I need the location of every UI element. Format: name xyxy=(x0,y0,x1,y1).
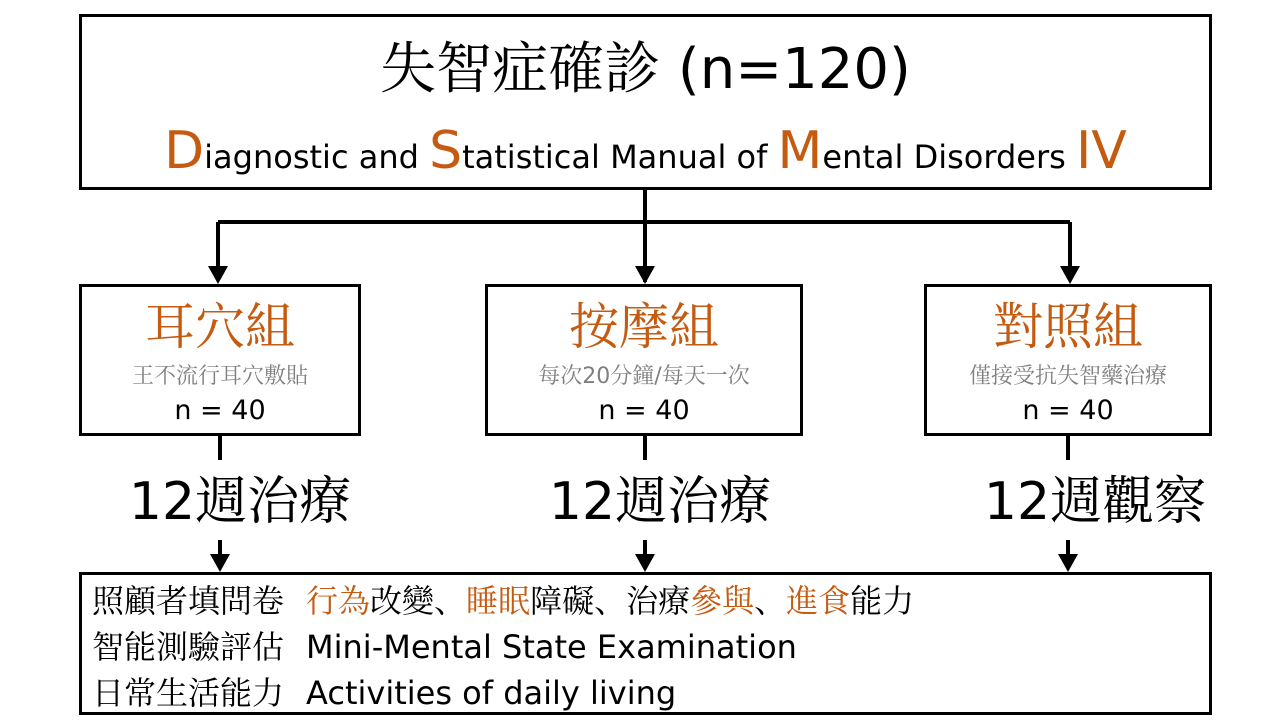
outcome-text: 、 xyxy=(754,582,787,620)
outcome-label: 日常生活能力 xyxy=(92,674,285,712)
outcome-text: 能力 xyxy=(850,582,915,620)
diagnosis-title: 失智症確診 (n=120) xyxy=(380,37,911,102)
group-description: 王不流行耳穴敷貼 xyxy=(131,364,308,389)
diagnosis-box xyxy=(79,14,1212,190)
group-sample-size: n = 40 xyxy=(1022,395,1114,426)
diagnosis-subtitle xyxy=(82,123,1209,185)
outcome-row-adl xyxy=(92,671,676,715)
group-name: 按摩組 xyxy=(569,298,719,356)
subtitle-cap-s: S xyxy=(429,121,463,181)
subtitle-cap-iv: IV xyxy=(1075,121,1127,181)
duration-label-control: 12週觀察 xyxy=(983,472,1207,532)
outcome-highlight-participation: 參與 xyxy=(690,582,755,620)
outcome-value: Mini-Mental State Examination xyxy=(306,628,797,666)
outcome-row-questionnaire xyxy=(92,579,914,623)
group-description: 僅接受抗失智藥治療 xyxy=(968,364,1167,389)
group-box-massage xyxy=(485,284,803,436)
outcome-text: 改變、 xyxy=(370,582,467,620)
subtitle-cap-d: D xyxy=(164,121,205,181)
outcome-text: 障礙、治療 xyxy=(530,582,691,620)
group-box-control xyxy=(924,284,1212,436)
subtitle-rest-m: ental Disorders xyxy=(822,138,1076,176)
outcome-highlight-sleep: 睡眠 xyxy=(466,582,531,620)
outcome-label: 照顧者填問卷 xyxy=(92,582,285,620)
subtitle-rest-d: iagnostic and xyxy=(204,138,430,176)
duration-label-massage: 12週治療 xyxy=(548,472,772,532)
outcome-highlight-eating: 進食 xyxy=(786,582,851,620)
outcomes-box xyxy=(79,572,1212,715)
group-name: 耳穴組 xyxy=(145,298,295,356)
group-sample-size: n = 40 xyxy=(174,395,266,426)
subtitle-rest-s: tatistical Manual of xyxy=(462,138,778,176)
duration-label-acupoint: 12週治療 xyxy=(128,472,352,532)
outcome-highlight-behavior: 行為 xyxy=(306,582,371,620)
outcome-label: 智能測驗評估 xyxy=(92,628,285,666)
subtitle-cap-m: M xyxy=(777,121,823,181)
group-box-acupoint xyxy=(79,284,361,436)
outcome-value: Activities of daily living xyxy=(306,674,677,712)
group-sample-size: n = 40 xyxy=(598,395,690,426)
outcome-row-mmse xyxy=(92,625,797,669)
group-name: 對照組 xyxy=(993,298,1143,356)
group-description: 每次20分鐘/每天一次 xyxy=(538,364,750,389)
